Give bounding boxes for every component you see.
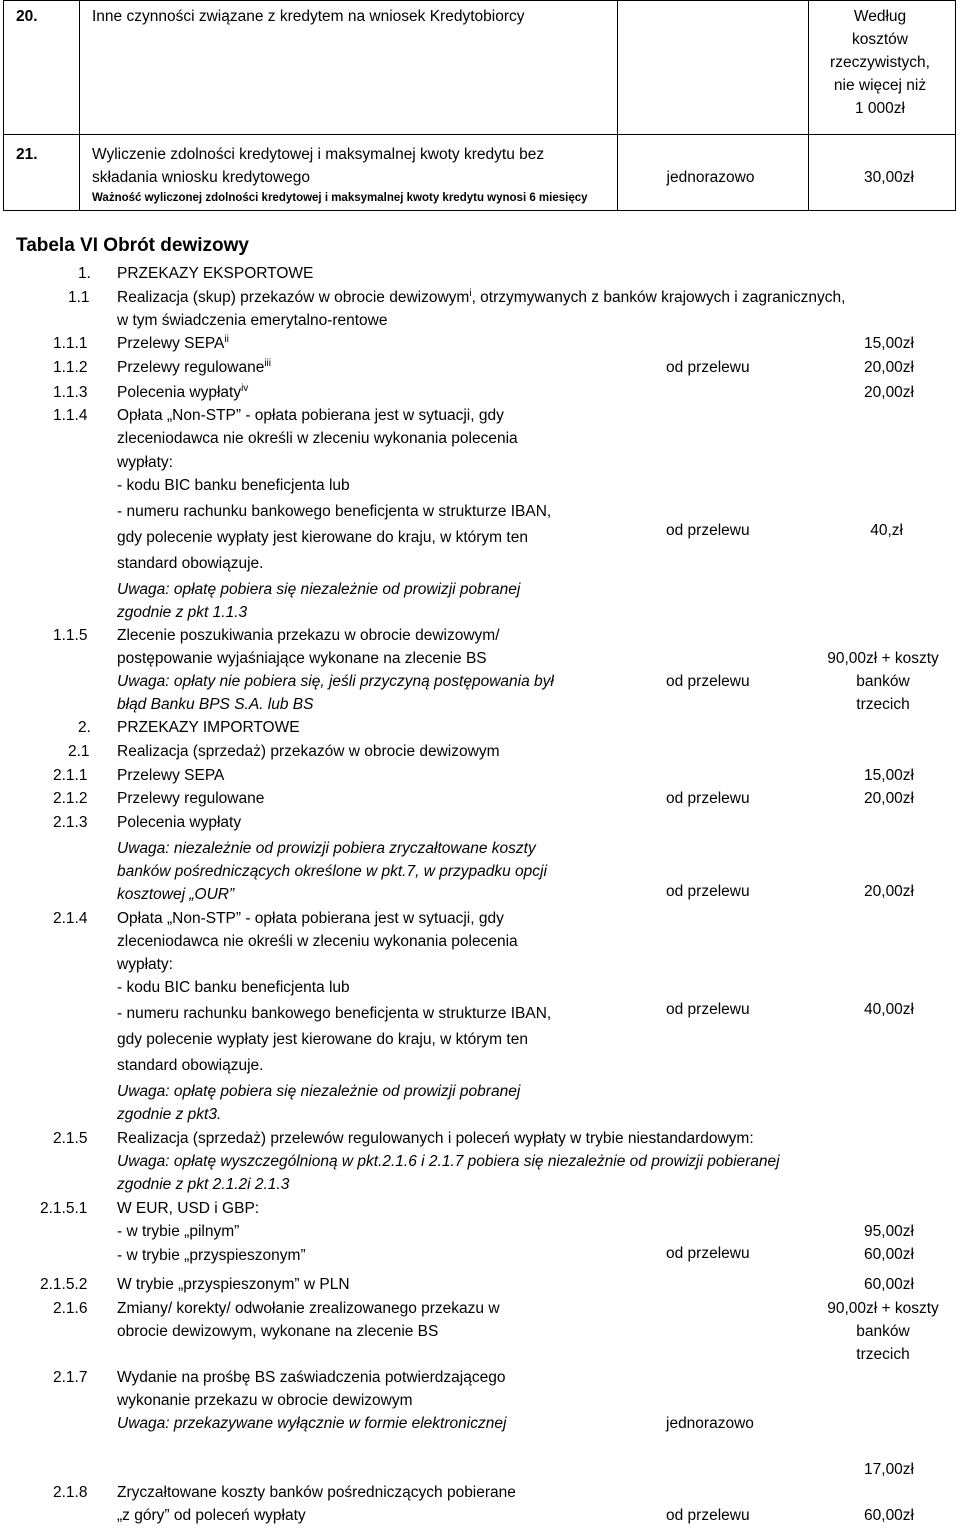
row-note-continued: błąd Banku BPS S.A. lub BS <box>117 696 314 713</box>
row-21-description: Wyliczenie zdolności kredytowej i maksymalnej kwoty kredytu bez składania wniosku kredytowego <box>92 146 545 186</box>
row-amount: 90,00zł + koszty banków trzecich <box>827 650 939 713</box>
row-amount: 20,00zł <box>864 384 914 401</box>
row-frequency: jednorazowo <box>666 1415 754 1432</box>
row-label-continued: - numeru rachunku bankowego beneficjenta w strukturze IBAN, <box>117 503 552 520</box>
row-label-continued: gdy polecenie wypłaty jest kierowane do kraju, w którym ten <box>117 1031 528 1048</box>
row-label-continued: postępowanie wyjaśniające wykonane na zlecenie BS <box>117 650 487 667</box>
row-label-continued: w tym świadczenia emerytalno-rentowe <box>117 312 388 329</box>
row-number: 2.1.6 <box>53 1300 88 1317</box>
row-label: Wydanie na prośbę BS zaświadczenia potwierdzającego <box>117 1369 506 1386</box>
row-label: Polecenia wypłaty$^{iv}$ <box>117 382 249 401</box>
row-amount: 15,00zł <box>864 335 914 352</box>
row-label: Przelewy regulowane$^{iii}$ <box>117 357 271 376</box>
row-frequency: od przelewu <box>666 1001 750 1018</box>
row-label: Przelewy SEPA <box>117 767 225 784</box>
row-20-number: 20. <box>16 8 38 25</box>
row-number: 2.1.3 <box>53 814 88 831</box>
row-number: 2.1.5.2 <box>40 1276 88 1293</box>
row-note: Uwaga: opłatę wyszczególnioną w pkt.2.1.6 i 2.1.7 pobiera się niezależnie od prowizji pobieranej <box>117 1153 780 1170</box>
row-label: Przelewy regulowane <box>117 790 265 807</box>
row-label: Opłata „Non-STP” - opłata pobierana jest w sytuacji, gdy <box>117 910 504 927</box>
row-21-note: Ważność wyliczonej zdolności kredytowej i maksymalnej kwoty kredytu wynosi 6 miesięcy <box>92 192 588 204</box>
row-note: Uwaga: przekazywane wyłącznie w formie elektronicznej <box>117 1415 507 1432</box>
row-label-continued: obrocie dewizowym, wykonane na zlecenie BS <box>117 1323 439 1340</box>
row-label: Polecenia wypłaty <box>117 814 242 831</box>
row-20-amount: Według kosztów rzeczywistych, nie więcej niż 1 000zł <box>830 8 930 117</box>
row-label: Zlecenie poszukiwania przekazu w obrocie dewizowym/ <box>117 627 500 644</box>
row-note-continued: zgodnie z pkt3. <box>117 1106 222 1123</box>
row-number: 2.1.1 <box>53 767 88 784</box>
row-21-number: 21. <box>16 146 38 163</box>
row-amount: 40,00zł <box>864 1001 914 1018</box>
row-label: Zryczałtowane koszty banków pośredniczących pobierane <box>117 1484 516 1501</box>
row-frequency: od przelewu <box>666 1245 750 1262</box>
section-title: Tabela VI Obrót dewizowy <box>16 235 249 256</box>
row-amount: 90,00zł + koszty banków trzecich <box>827 1300 939 1363</box>
row-label: Opłata „Non-STP” - opłata pobierana jest w sytuacji, gdy <box>117 407 504 424</box>
row-label: W trybie „przyspieszonym” w PLN <box>117 1276 350 1293</box>
row-21-amount: 30,00zł <box>864 169 914 186</box>
row-label-continued: - kodu BIC banku beneficjenta lub <box>117 979 350 996</box>
row-number: 2.1 <box>68 743 90 760</box>
row-label: PRZEKAZY EKSPORTOWE <box>117 265 314 282</box>
row-label-continued: - kodu BIC banku beneficjenta lub <box>117 477 350 494</box>
row-note: Uwaga: opłatę pobiera się niezależnie od prowizji pobranej <box>117 581 521 598</box>
row-frequency: od przelewu <box>666 359 750 376</box>
row-label: Realizacja (sprzedaż) przekazów w obrocie dewizowym <box>117 743 500 760</box>
row-number: 2.1.5.1 <box>40 1200 88 1217</box>
row-frequency: od przelewu <box>666 883 750 900</box>
row-label-continued: - numeru rachunku bankowego beneficjenta w strukturze IBAN, <box>117 1005 552 1022</box>
row-number: 1.1.5 <box>53 627 88 644</box>
row-amount: 20,00zł <box>864 790 914 807</box>
row-label-continued: wypłaty: <box>117 454 173 471</box>
row-number: 2.1.5 <box>53 1130 88 1147</box>
row-label: Realizacja (sprzedaż) przelewów regulowanych i poleceń wypłaty w trybie niestandardowym: <box>117 1130 754 1147</box>
row-frequency: od przelewu <box>666 673 750 690</box>
row-note-continued: zgodnie z pkt 2.1.2i 2.1.3 <box>117 1176 290 1193</box>
row-note-continued: banków pośredniczących określone w pkt.7, w przypadku opcji <box>117 863 547 880</box>
row-number: 2.1.4 <box>53 910 88 927</box>
row-label-continued: „z góry” od poleceń wypłaty <box>117 1507 306 1524</box>
row-note-continued: kosztowej „OUR” <box>117 886 235 903</box>
row-number: 1.1.3 <box>53 384 88 401</box>
row-label: W EUR, USD i GBP: <box>117 1200 260 1217</box>
row-amount: 60,00zł <box>864 1246 914 1263</box>
row-frequency: od przelewu <box>666 522 750 539</box>
row-amount: 17,00zł <box>864 1461 914 1478</box>
row-20-description: Inne czynności związane z kredytem na wniosek Kredytobiorcy <box>92 8 525 25</box>
row-label-continued: standard obowiązuje. <box>117 555 264 572</box>
row-amount: 60,00zł <box>864 1276 914 1293</box>
row-label: PRZEKAZY IMPORTOWE <box>117 719 300 736</box>
row-label-continued: wykonanie przekazu w obrocie dewizowym <box>117 1392 413 1409</box>
row-number: 1. <box>78 265 91 282</box>
row-sub-option: - w trybie „pilnym” <box>117 1223 240 1240</box>
row-number: 1.1.4 <box>53 407 88 424</box>
row-amount: 20,00zł <box>864 359 914 376</box>
row-label: Realizacja (skup) przekazów w obrocie dewizowym$^i$, otrzymywanych z banków krajowych i zagranicznych, <box>117 287 846 306</box>
row-label: Przelewy SEPA$^{ii}$ <box>117 333 229 352</box>
row-amount: 95,00zł <box>864 1223 914 1240</box>
row-number: 2.1.7 <box>53 1369 88 1386</box>
row-note: Uwaga: opłatę pobiera się niezależnie od prowizji pobranej <box>117 1083 521 1100</box>
row-number: 1.1 <box>68 289 90 306</box>
row-frequency: od przelewu <box>666 790 750 807</box>
row-note-continued: zgodnie z pkt 1.1.3 <box>117 604 248 621</box>
row-amount: 15,00zł <box>864 767 914 784</box>
row-21-frequency: jednorazowo <box>666 169 755 186</box>
row-label: Zmiany/ korekty/ odwołanie zrealizowanego przekazu w <box>117 1300 500 1317</box>
row-frequency: od przelewu <box>666 1507 750 1524</box>
row-number: 2.1.8 <box>53 1484 88 1501</box>
row-number: 2. <box>78 719 91 736</box>
row-label-continued: wypłaty: <box>117 956 173 973</box>
row-amount: 40,zł <box>870 522 903 539</box>
row-note: Uwaga: niezależnie od prowizji pobiera zryczałtowane koszty <box>117 840 536 857</box>
row-label-continued: zleceniodawca nie określi w zleceniu wykonania polecenia <box>117 933 518 950</box>
row-label-continued: gdy polecenie wypłaty jest kierowane do kraju, w którym ten <box>117 529 528 546</box>
row-label-continued: standard obowiązuje. <box>117 1057 264 1074</box>
row-label-continued: zleceniodawca nie określi w zleceniu wykonania polecenia <box>117 430 518 447</box>
row-note: Uwaga: opłaty nie pobiera się, jeśli przyczyną postępowania był <box>117 673 554 690</box>
row-number: 1.1.2 <box>53 359 88 376</box>
row-number: 1.1.1 <box>53 335 88 352</box>
row-amount: 60,00zł <box>864 1507 914 1524</box>
row-amount: 20,00zł <box>864 883 914 900</box>
row-sub-option: - w trybie „przyspieszonym” <box>117 1247 306 1264</box>
row-number: 2.1.2 <box>53 790 88 807</box>
